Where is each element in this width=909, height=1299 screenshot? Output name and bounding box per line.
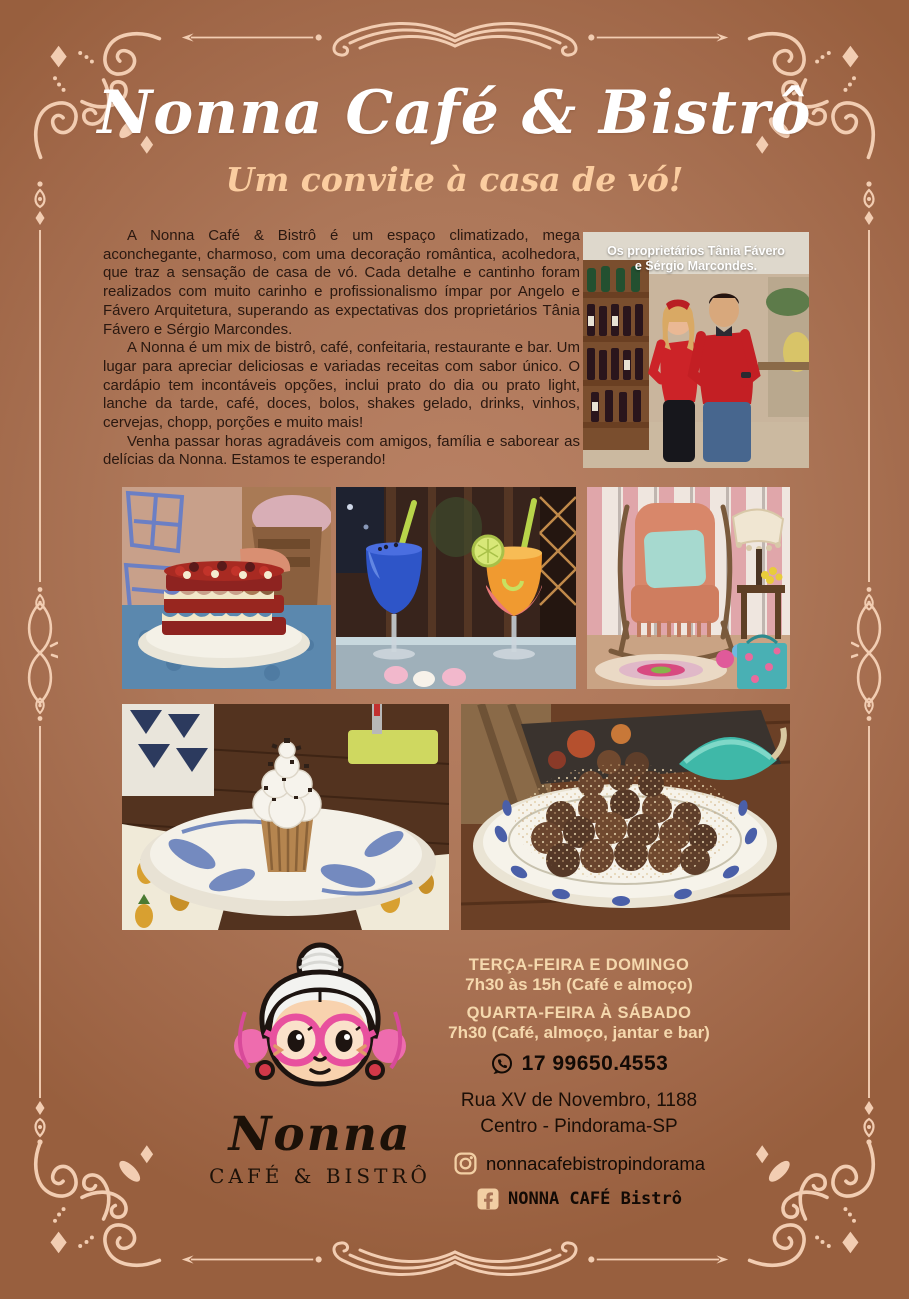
owners-caption-line2: e Sérgio Marcondes. bbox=[634, 259, 758, 273]
corner-flourish-bottom-right bbox=[746, 1138, 881, 1273]
photo-rocking-chair bbox=[587, 487, 790, 689]
instagram-row bbox=[428, 1151, 730, 1176]
phone-number: 17 99650.4553 bbox=[521, 1052, 669, 1075]
schedule-hours-1: 7h30 às 15h (Café e almoço) bbox=[465, 975, 693, 994]
bottom-rail-right bbox=[585, 1254, 730, 1265]
right-figure-eight-flourish bbox=[851, 598, 887, 708]
schedule-hours-2: 7h30 (Café, almoço, jantar e bar) bbox=[448, 1023, 710, 1042]
top-rail-left bbox=[180, 32, 325, 43]
logo-tagline: CAFÉ & BISTRÔ bbox=[209, 1164, 431, 1188]
top-divider-flourish bbox=[300, 14, 610, 62]
bottom-divider-flourish bbox=[300, 1236, 610, 1284]
schedule-days-2: QUARTA-FEIRA À SÁBADO bbox=[466, 1004, 692, 1022]
right-drop-lower bbox=[861, 694, 877, 722]
photo-truffles bbox=[461, 704, 790, 930]
instagram-handle: nonnacafebistropindorama bbox=[485, 1152, 706, 1174]
address-line-1: Rua XV de Novembro, 1188 bbox=[460, 1090, 698, 1111]
page-title: Nonna Café & Bistrô bbox=[97, 78, 812, 148]
photo-red-velvet-cake bbox=[122, 487, 331, 689]
intro-paragraph-1: A Nonna Café & Bistrô é um espaço climatizado, mega aconchegante, charmoso, com uma decoração romântica, acolhedora, que traz a sensação de casa de vó. Cada detalhe e cantinho foram realizados com muito carinho e profissionalismo ímpar por Angelo e Fávero Arquitetura, superando as expectativas dos proprietários Tânia Fávero e Sérgio Marcondes. bbox=[103, 227, 580, 338]
owners-caption-line1: Os proprietários Tânia Fávero bbox=[607, 244, 785, 258]
owners-photo-caption bbox=[583, 244, 809, 274]
instagram-icon bbox=[453, 1151, 478, 1176]
whatsapp-icon bbox=[490, 1052, 514, 1076]
facebook-icon bbox=[476, 1187, 500, 1211]
intro-text bbox=[103, 227, 580, 470]
contact-block bbox=[428, 956, 730, 1211]
left-rail-line-upper bbox=[39, 230, 41, 582]
left-rail-line-lower bbox=[39, 726, 41, 1098]
left-pendant-bottom bbox=[30, 1098, 50, 1146]
right-rail-line-lower bbox=[868, 726, 870, 1098]
intro-paragraph-3: Venha passar horas agradáveis com amigos, família e saborear as delícias da Nonna. Estamos te esperando! bbox=[103, 432, 580, 469]
left-drop-lower bbox=[32, 694, 48, 722]
logo-wordmark: Nonna bbox=[228, 1107, 412, 1162]
photo-cocktail-drinks bbox=[336, 487, 576, 689]
facebook-name: NONNA CAFÉ Bistrô bbox=[508, 1189, 682, 1209]
left-figure-eight-flourish bbox=[22, 598, 58, 708]
facebook-row bbox=[428, 1187, 730, 1211]
grandma-logo-icon bbox=[225, 942, 415, 1110]
address-line-2: Centro - Pindorama-SP bbox=[480, 1116, 678, 1137]
right-pendant-bottom bbox=[859, 1098, 879, 1146]
right-rail-line-upper bbox=[868, 230, 870, 582]
top-rail-right bbox=[585, 32, 730, 43]
photo-owners bbox=[583, 232, 809, 468]
phone-row bbox=[428, 1052, 730, 1076]
photo-cupcake bbox=[122, 704, 449, 930]
schedule-days-1: TERÇA-FEIRA E DOMINGO bbox=[468, 956, 690, 974]
brand-logo-block bbox=[198, 942, 442, 1188]
intro-paragraph-2: A Nonna é um mix de bistrô, café, confeitaria, restaurante e bar. Um lugar para apreciar deliciosas e variadas receitas com sabor único. O cardápio tem incontáveis opções, inclui prato do dia ou prato light, lanche da tarde, café, doces, bolos, shakes gelado, drinks, vinhos, cervejas, chopp, porções e muito mais! bbox=[103, 339, 580, 432]
corner-flourish-bottom-left bbox=[28, 1138, 163, 1273]
page-subtitle: Um convite à casa de vó! bbox=[225, 160, 684, 199]
bottom-rail-left bbox=[180, 1254, 325, 1265]
